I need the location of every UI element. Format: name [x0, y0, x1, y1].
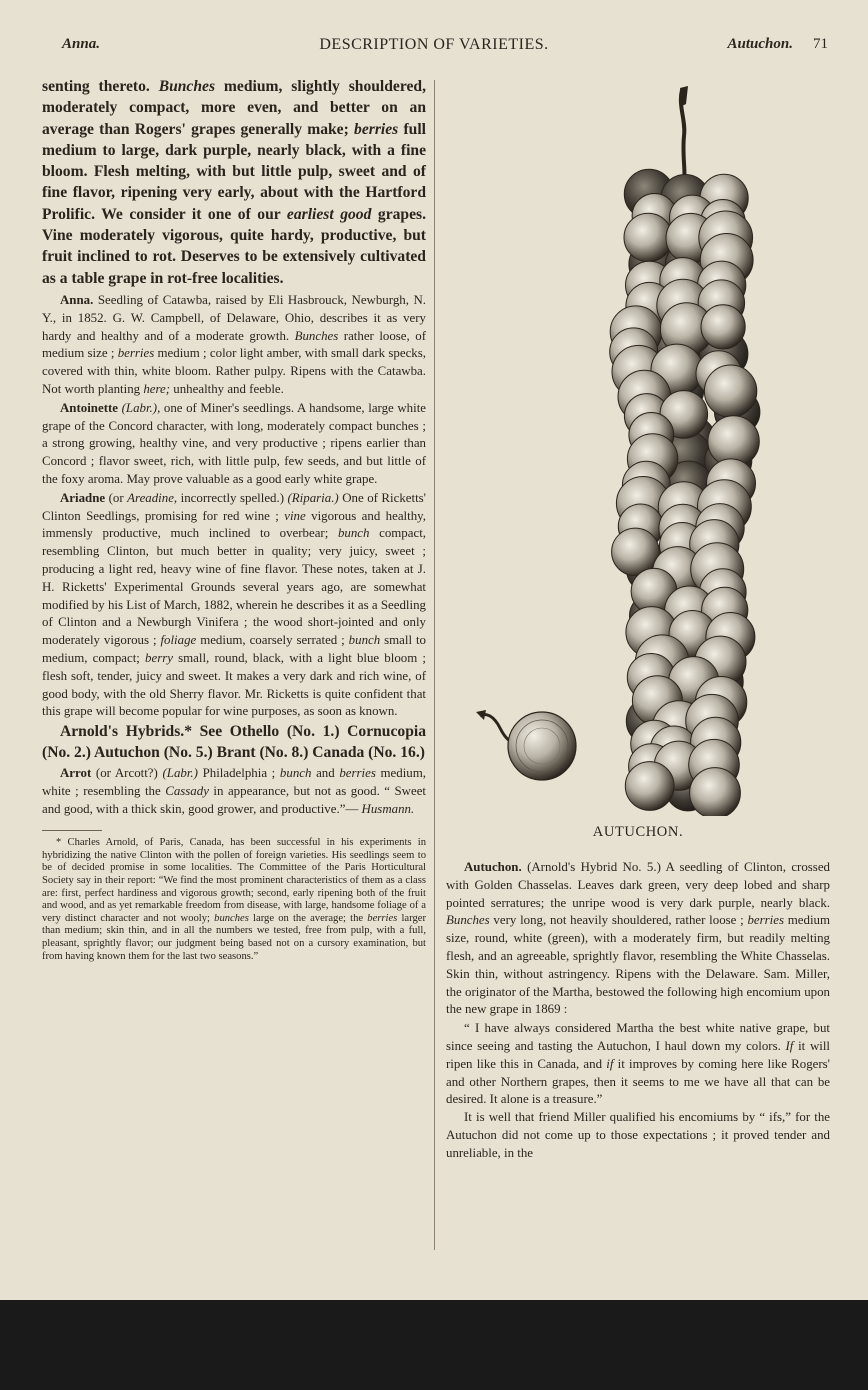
entry-antoinette: Antoinette (Labr.), one of Miner's seedlings. A handsome, large white grape of the Concord character, with long, moderately compact bunches ; a strong growing, healthy vine, and very productive ; ripens earlier than Concord ; flavor sweet, rich, with little pulp, few seeds, and but little of the foxy aroma. May prove valuable as a good early white grape.	[42, 400, 426, 486]
grape-berry	[704, 365, 756, 417]
header-right	[728, 36, 828, 53]
running-header	[40, 36, 828, 58]
grape-berry	[690, 768, 741, 816]
single-berry	[508, 712, 576, 780]
entry-anna: Anna. Seedling of Catawba, raised by Eli Hasbrouck, Newburgh, N. Y., in 1852. G. W. Campbell, of Delaware, Ohio, describes it as very hardy and healthy and of a moderate growth. Bunches rather loose, of medium size ; berries medium ; color light amber, with small dark specks, covered with thin, white bloom. Rather pulpy. Ripens with the Catawba. Not worth planting here; unhealthy and feeble.	[42, 292, 426, 396]
right-column	[446, 76, 830, 1163]
grape-berry	[624, 213, 672, 261]
footnote: * Charles Arnold, of Paris, Canada, has been successful in his experiments in hybridizing the native Clinton with the pollen of foreign varieties. His seedlings seem to be of decided promise in some localities. The Committee of the Paris Horticultural Society say in their report: “We find the most prominent characteristics of them as a class are: first, perfect hardiness and vigorous growth; second, early ripening both of the fruit and wood, and as yet remarkable freedom from disease, with large, handsome foliage of a very distinct character and not wooly; bunches large on the average; the berries larger than medium; skin thin, and in all the numbers we tested, free from pulp, with a full, pleasant, sprightly flavor; our judgment being based not on a cursory examination, but from having known them for the last two seasons.”	[42, 837, 426, 962]
entry-arnolds-hybrids: Arnold's Hybrids.* See Othello (No. 1.) Cornucopia (No. 2.) Autuchon (No. 5.) Brant (No. 8.) Canada (No. 16.)	[42, 723, 426, 761]
header-right-word: Autuchon.	[727, 36, 793, 52]
entry-name: Arrot	[60, 765, 92, 780]
entry-name: Antoinette	[60, 400, 118, 415]
entry-name: Anna.	[60, 292, 94, 307]
grape-berry	[625, 762, 674, 811]
miller-quote: “ I have always considered Martha the best white native grape, but since seeing and tasting the Autuchon, I haul down my colors. If it will ripen like this in Canada, and if it improves by coming here like Rogers' and other Northern grapes, then it seems to me we have all that can be desired. It alone is a treasure.”	[446, 1021, 831, 1107]
illustration-caption: AUTUCHON.	[592, 824, 684, 840]
page-number: 71	[813, 36, 828, 52]
grape-engraving	[446, 76, 830, 816]
header-left-word: Anna.	[62, 36, 100, 52]
entry-arrot: Arrot (or Arcott?) (Labr.) Philadelphia ; bunch and berries medium, white ; resembling the Cassady in appearance, but not as good. “ Sweet and good, with a thick skin, good grower, and productive.”— Husmann.	[42, 765, 427, 816]
grape-berry	[701, 305, 745, 349]
grape-bunch-illustration	[446, 76, 830, 816]
header-title: DESCRIPTION OF VARIETIES.	[319, 36, 549, 53]
entry-name: Ariadne	[60, 490, 106, 505]
entry-name: Autuchon.	[464, 860, 522, 874]
bottom-band	[0, 1300, 868, 1390]
lead-paragraph: senting thereto. Bunches medium, slightly shouldered, moderately compact, more even, and better on an average than Rogers' grapes generally make; berries full medium to large, dark purple, nearly black, with a fine bloom. Flesh melting, with but little pulp, sweet and of fine flavor, ripening very early, about with the Hartford Prolific. We consider it one of our earliest good grapes. Vine moderately vigorous, quite hardy, productive, but fruit inclined to rot. Deserves to be extensively cultivated as a table grape in rot-free localities.	[42, 78, 426, 287]
footnote-rule	[42, 830, 102, 831]
closing-paragraph: It is well that friend Miller qualified his encomiums by “ ifs,” for the Autuchon did not come up to those expectations ; it proved tender and unreliable, in the	[446, 1110, 830, 1160]
entry-autuchon: Autuchon. (Arnold's Hybrid No. 5.) A seedling of Clinton, crossed with Golden Chasselas. Leaves dark green, very deep lobed and sharp pointed serratures; the unripe wood is very dark purple, nearly black. Bunches very long, not heavily shouldered, rather loose ; berries medium size, round, white (green), with a moderately firm, but readily melting flesh, and an agreeable, sprightly flavor, resembling the White Chasselas. Skin thin, without astringency. Ripens with the Delaware. Sam. Miller, the originator of the Martha, bestowed the following high encomium upon the new grape in 1869 :	[446, 860, 830, 1017]
left-column	[42, 76, 426, 963]
single-berry-stem-tip	[476, 710, 486, 720]
entry-ariadne: Ariadne (or Areadine, incorrectly spelled.) (Riparia.) One of Ricketts' Clinton Seedlings, promising for red wine ; vine vigorous and healthy, immensly productive, much inclined to overbear; bunch compact, resembling Clinton, but much better in quality; very juicy, sweet ; producing a light red, heavy wine of fine flavor. These notes, taken at J. H. Ricketts' Experimental Grounds several years ago, are somewhat modified by his List of March, 1882, wherein he describes it as a Seedling of Clinton and a Newburgh Vinifera ; the wood short-jointed and only moderately vigorous ; foliage medium, coarsely serrated ; bunch small to medium, compact; berry small, round, black, with a light blue bloom ; flesh soft, tender, juicy and sweet. It makes a very dark and rich wine, of good body, with the old Sherry flavor. Mr. Ricketts is quite confident that this grape will become popular for wine purposes, as soon as known.	[42, 490, 427, 719]
column-divider	[434, 80, 435, 1250]
